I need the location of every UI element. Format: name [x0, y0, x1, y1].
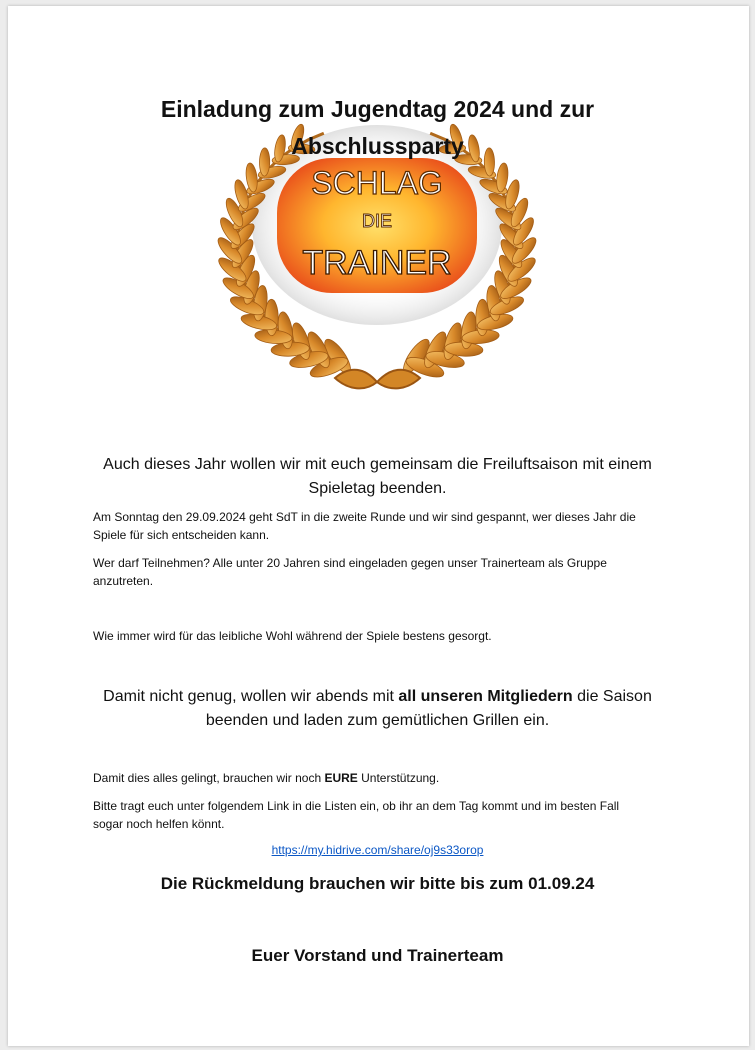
logo-word-schlag: SCHLAG — [311, 165, 443, 201]
party-text-before: Damit nicht genug, wollen wir abends mit — [103, 688, 399, 705]
signup-link[interactable]: https://my.hidrive.com/share/oj9s33orop — [271, 843, 484, 857]
signup-paragraph — [93, 797, 673, 833]
party-line2: beenden und laden zum gemütlichen Grillen ein. — [205, 712, 550, 729]
support-text-bold: EURE — [324, 771, 358, 785]
page-title-line1: Einladung zum Jugendtag 2024 und zur — [160, 96, 595, 122]
party-text-after: die Saison — [572, 688, 652, 705]
support-paragraph — [93, 769, 673, 787]
participants-line1: Wer darf Teilnehmen? Alle unter 20 Jahren sind eingeladen gegen unser Trainerteam als Gruppe — [93, 556, 607, 570]
catering-paragraph: Wie immer wird für das leibliche Wohl während der Spiele bestens gesorgt. — [93, 629, 492, 643]
laurel-knot — [335, 370, 420, 389]
party-line1 — [0, 685, 755, 709]
participants-line2: anzutreten. — [93, 574, 154, 588]
signup-line1: Bitte tragt euch unter folgendem Link in die Listen ein, ob ihr an dem Tag kommt und im besten Fall — [93, 799, 620, 813]
laurel-leaf — [495, 162, 509, 192]
logo-word-trainer: TRAINER — [302, 244, 452, 282]
page-title-line2: Abschlussparty — [291, 133, 464, 159]
party-paragraph — [0, 685, 755, 733]
deadline-notice: Die Rückmeldung brauchen wir bitte bis zum 01.09.24 — [160, 874, 595, 893]
intro-line1: Auch dieses Jahr wollen wir mit euch gemeinsam die Freiluftsaison mit einem — [103, 456, 652, 473]
date-paragraph — [93, 508, 673, 544]
schlag-die-trainer-logo — [185, 120, 570, 410]
support-text-before: Damit dies alles gelingt, brauchen wir noch — [93, 771, 325, 785]
support-text-after: Unterstützung. — [357, 771, 440, 785]
logo-word-die: DIE — [361, 211, 393, 231]
signature: Euer Vorstand und Trainerteam — [251, 946, 504, 965]
signup-line2: sogar noch helfen könnt. — [93, 817, 225, 831]
participants-paragraph — [93, 554, 673, 590]
party-text-bold: all unseren Mitgliedern — [398, 688, 573, 705]
laurel-leaf — [244, 162, 258, 192]
intro-paragraph — [0, 453, 755, 501]
intro-line2: Spieletag beenden. — [308, 480, 447, 497]
date-line2: Spiele für sich entscheiden kann. — [93, 528, 270, 542]
date-line1: Am Sonntag den 29.09.2024 geht SdT in die zweite Runde und wir sind gespannt, wer dieses Jahr die — [93, 510, 636, 524]
